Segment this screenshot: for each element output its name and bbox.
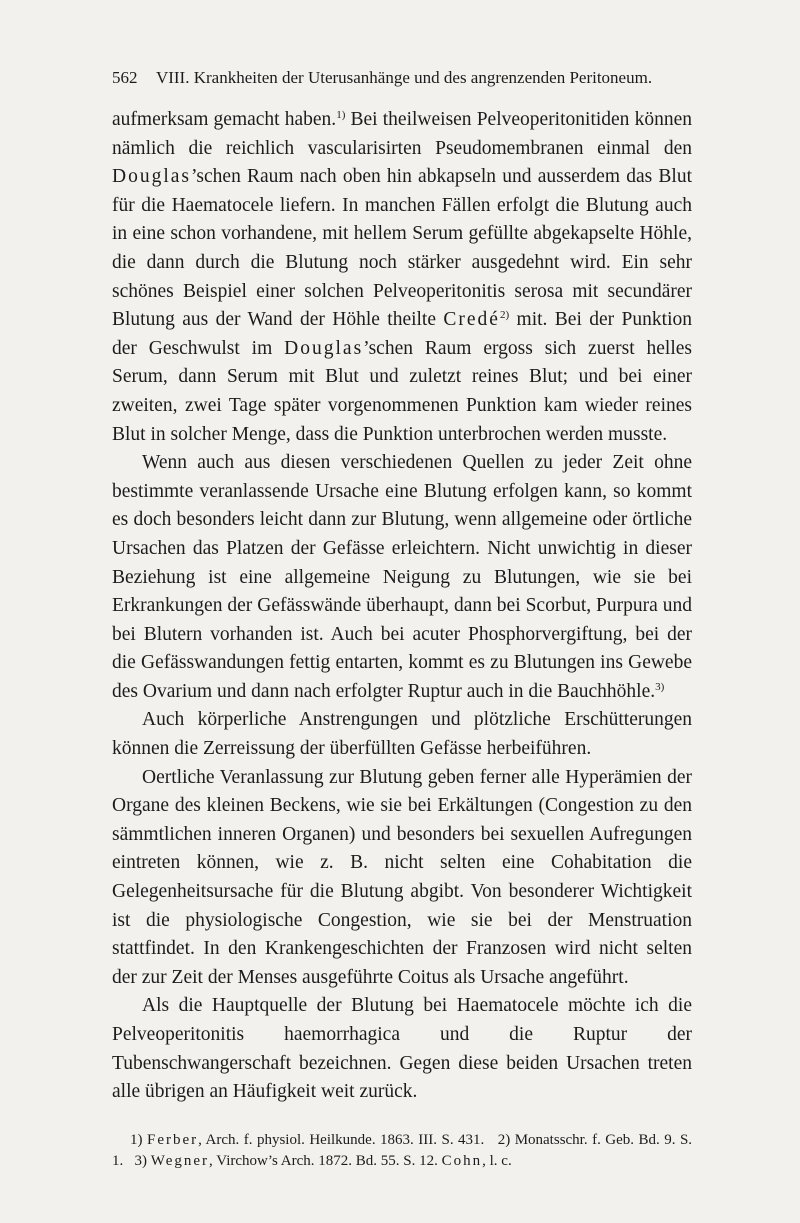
footnote-text: , Arch. f. physiol. Heilkunde. 1863. III. S. 431. bbox=[198, 1132, 485, 1148]
text-run: mit. Bei der Punktion der Geschwulst im bbox=[112, 309, 692, 359]
text-run: Als die Hauptquelle der Blutung bei Haematocele möchte ich die Pelveoperitonitis haemorrhagica und die Ruptur der Tubenschwangerschaft bezeichnen. Gegen diese beiden Ursachen treten alle übrigen an Häufigkeit weit zurück. bbox=[112, 995, 692, 1103]
page-number: 562 bbox=[112, 68, 138, 87]
footnote-ref: 2) bbox=[499, 309, 510, 322]
footnote-text: Monatsschr. f. Geb. Bd. 9. S. 1. bbox=[112, 1132, 693, 1169]
text-run: ’schen Raum ergoss sich zuerst helles Serum, dann Serum mit Blut und zuletzt reines Blut; und bei einer zweiten, zwei Tage später vorgenommenen Punktion kam wieder reines Blut in solcher Menge, dass die Punktion unterbrochen werden musste. bbox=[112, 337, 692, 445]
running-header bbox=[112, 68, 692, 88]
footnote-author: Ferber bbox=[146, 1132, 199, 1148]
footnote-mark: 2) bbox=[497, 1132, 511, 1148]
paragraph bbox=[112, 764, 692, 993]
footnote-block bbox=[112, 1130, 692, 1171]
text-run: Wenn auch aus diesen verschiedenen Quellen zu jeder Zeit ohne bestimmte veranlassende Ursache eine Blutung erfolgen kann, so kommt es doch besonders leicht dann zur Blutung, wenn allgemeine oder örtliche Ursachen das Platzen der Gefässe erleichtern. Nicht unwichtig in dieser Beziehung ist eine allgemeine Neigung zu Blutungen, wie sie bei Erkrankungen der Gefässwände überhaupt, dann bei Scorbut, Purpura und bei Blutern vorhanden ist. Auch bei acuter Phosphorvergiftung, bei der die Gefässwandungen fettig entarten, kommt es zu Blutungen ins Gewebe des Ovarium und dann nach erfolgter Ruptur auch in die Bauchhöhle. bbox=[112, 452, 692, 702]
person-name: Douglas bbox=[284, 337, 364, 359]
paragraph bbox=[112, 706, 692, 763]
footnote-text: , l. c. bbox=[482, 1152, 512, 1169]
text-run: aufmerksam gemacht haben. bbox=[112, 109, 337, 130]
person-name: Douglas bbox=[112, 166, 191, 188]
footnote-author: Cohn bbox=[441, 1152, 483, 1169]
paragraph bbox=[112, 106, 692, 449]
footnote-mark: 3) bbox=[134, 1152, 147, 1169]
running-title: VIII. Krankheiten der Uterusanhänge und des angrenzenden Peritoneum. bbox=[155, 68, 653, 87]
footnote-text: , Virchow’s Arch. 1872. Bd. 55. S. 12. bbox=[209, 1152, 438, 1169]
paragraph bbox=[112, 992, 692, 1106]
person-name: Credé bbox=[443, 309, 500, 331]
footnote-author: Wegner bbox=[150, 1152, 210, 1169]
text-run: ’schen Raum nach oben hin abkapseln und ausserdem das Blut für die Haematocele liefern. In manchen Fällen erfolgt die Blutung auch in eine schon vorhandene, mit hellem Serum gefüllte abgekapselte Höhle, die dann durch die Blutung noch stärker ausgedehnt wird. Ein sehr schönes Beispiel einer solchen Pelveoperitonitis serosa mit secundärer Blutung aus der Wand der Höhle theilte bbox=[112, 166, 692, 331]
paragraph bbox=[112, 449, 692, 706]
footnote-mark: 1) bbox=[130, 1132, 143, 1148]
text-run: Oertliche Veranlassung zur Blutung geben ferner alle Hyperämien der Organe des kleinen Beckens, wie sie bei Erkältungen (Congestion zu den sämmtlichen inneren Organen) und besonders bei sexuellen Aufregungen eintreten können, wie z. B. nicht selten eine Cohabitation die Gelegenheitsursache für die Blutung abgibt. Von besonderer Wichtigkeit ist die physiologische Congestion, wie sie bei der Menstruation stattfindet. In den Krankengeschichten der Franzosen wird nicht selten der zur Zeit der Menses ausgeführte Coitus als Ursache angeführt. bbox=[112, 766, 692, 988]
footnote-ref: 3) bbox=[655, 680, 665, 693]
text-run: Bei theilweisen Pelveoperitonitiden können nämlich die reichlich vascularisirten Pseudomembranen einmal den bbox=[112, 109, 692, 159]
footnote-ref: 1) bbox=[336, 109, 346, 121]
text-run: Auch körperliche Anstrengungen und plötzliche Erschütterungen können die Zerreissung der überfüllten Gefässe herbeiführen. bbox=[112, 709, 692, 760]
body-text bbox=[112, 106, 692, 1107]
footnotes bbox=[112, 1130, 692, 1171]
